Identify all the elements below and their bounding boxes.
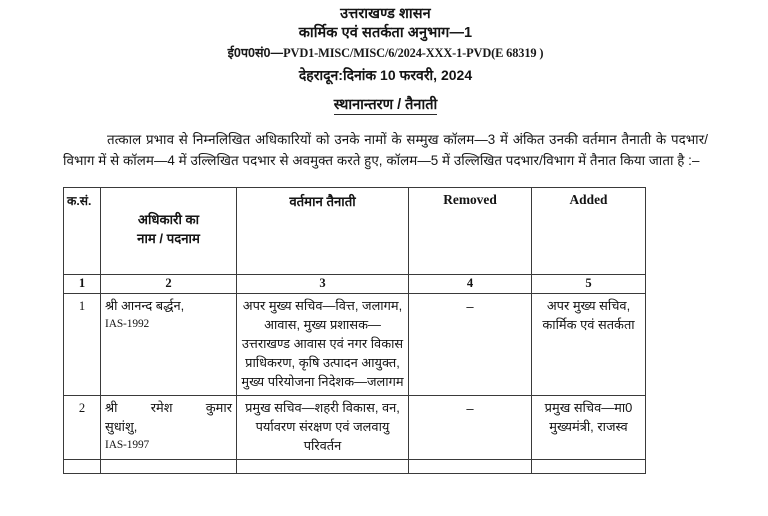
header-current-posting: वर्तमान तैनाती bbox=[237, 187, 409, 274]
header-serial: क.सं. bbox=[64, 187, 101, 274]
column-number-5: 5 bbox=[532, 274, 646, 293]
header-officer bbox=[101, 187, 237, 274]
transfer-table bbox=[63, 187, 646, 474]
row-removed: – bbox=[409, 395, 532, 459]
row-officer-cadre: IAS-1997 bbox=[105, 438, 150, 451]
order-paragraph: तत्काल प्रभाव से निम्नलिखित अधिकारियों को उनके नामों के सम्मुख कॉलम—3 में अंकित उनकी वर्तमान तैनाती के पदभार/विभाग में से कॉलम—4 में उल्लिखित पदभार से अवमुक्त करते हुए, कॉलम—5 में उल्लिखित पदभार/विभाग में तैनात किया जाता है :– bbox=[63, 131, 708, 169]
reference-prefix: ई0प0सं0— bbox=[227, 46, 284, 61]
reference-number-line bbox=[63, 46, 708, 61]
row-officer-name: श्री आनन्द बर्द्धन, bbox=[105, 297, 185, 313]
row-officer bbox=[101, 395, 237, 459]
partial-cell-1 bbox=[64, 459, 101, 473]
row-serial: 1 bbox=[64, 293, 101, 395]
row-officer-name-line1: श्री रमेश कुमार bbox=[105, 399, 232, 415]
header-added: Added bbox=[532, 187, 646, 274]
partial-cell-2 bbox=[101, 459, 237, 473]
column-number-2: 2 bbox=[101, 274, 237, 293]
row-added: प्रमुख सचिव—मा0 मुख्यमंत्री, राजस्व bbox=[532, 395, 646, 459]
row-removed: – bbox=[409, 293, 532, 395]
document-subject-text: स्थानान्तरण / तैनाती bbox=[333, 96, 438, 113]
partial-cell-5 bbox=[532, 459, 646, 473]
transfer-table-wrapper bbox=[63, 187, 708, 474]
row-current-posting: प्रमुख सचिव—शहरी विकास, वन, पर्यावरण संरक्षण एवं जलवायु परिवर्तन bbox=[237, 395, 409, 459]
department-name: कार्मिक एवं सतर्कता अनुभाग—1 bbox=[298, 24, 473, 41]
row-current-posting: अपर मुख्य सचिव—वित्त, जलागम, आवास, मुख्य प्रशासक—उत्तराखण्ड आवास एवं नगर विकास प्राधिकरण, कृषि उत्पादन आयुक्त, मुख्य परियोजना निदेशक—जलागम bbox=[237, 293, 409, 395]
column-number-4: 4 bbox=[409, 274, 532, 293]
row-added: अपर मुख्य सचिव, कार्मिक एवं सतर्कता bbox=[532, 293, 646, 395]
row-officer bbox=[101, 293, 237, 395]
column-number-3: 3 bbox=[237, 274, 409, 293]
partial-cell-3 bbox=[237, 459, 409, 473]
document-subject bbox=[63, 97, 708, 115]
row-officer-cadre: IAS-1992 bbox=[105, 317, 150, 330]
row-officer-name-line2: सुधांशु, bbox=[105, 418, 138, 434]
table-row bbox=[64, 395, 646, 459]
table-row-partial bbox=[64, 459, 646, 473]
reference-number: PVD1-MISC/MISC/6/2024-XXX-1-PVD(E 68319 ) bbox=[283, 46, 544, 61]
header-officer-line1: अधिकारी का bbox=[137, 211, 200, 227]
government-name: उत्तराखण्ड शासन bbox=[340, 6, 431, 22]
table-column-number-row bbox=[64, 274, 646, 293]
table-row bbox=[64, 293, 646, 395]
header-removed: Removed bbox=[409, 187, 532, 274]
document-header bbox=[63, 6, 708, 115]
partial-cell-4 bbox=[409, 459, 532, 473]
header-officer-line2: नाम / पदनाम bbox=[137, 231, 200, 247]
table-header-row bbox=[64, 187, 646, 274]
row-serial: 2 bbox=[64, 395, 101, 459]
place-and-date: देहरादून:दिनांक 10 फरवरी, 2024 bbox=[298, 66, 473, 83]
column-number-1: 1 bbox=[64, 274, 101, 293]
